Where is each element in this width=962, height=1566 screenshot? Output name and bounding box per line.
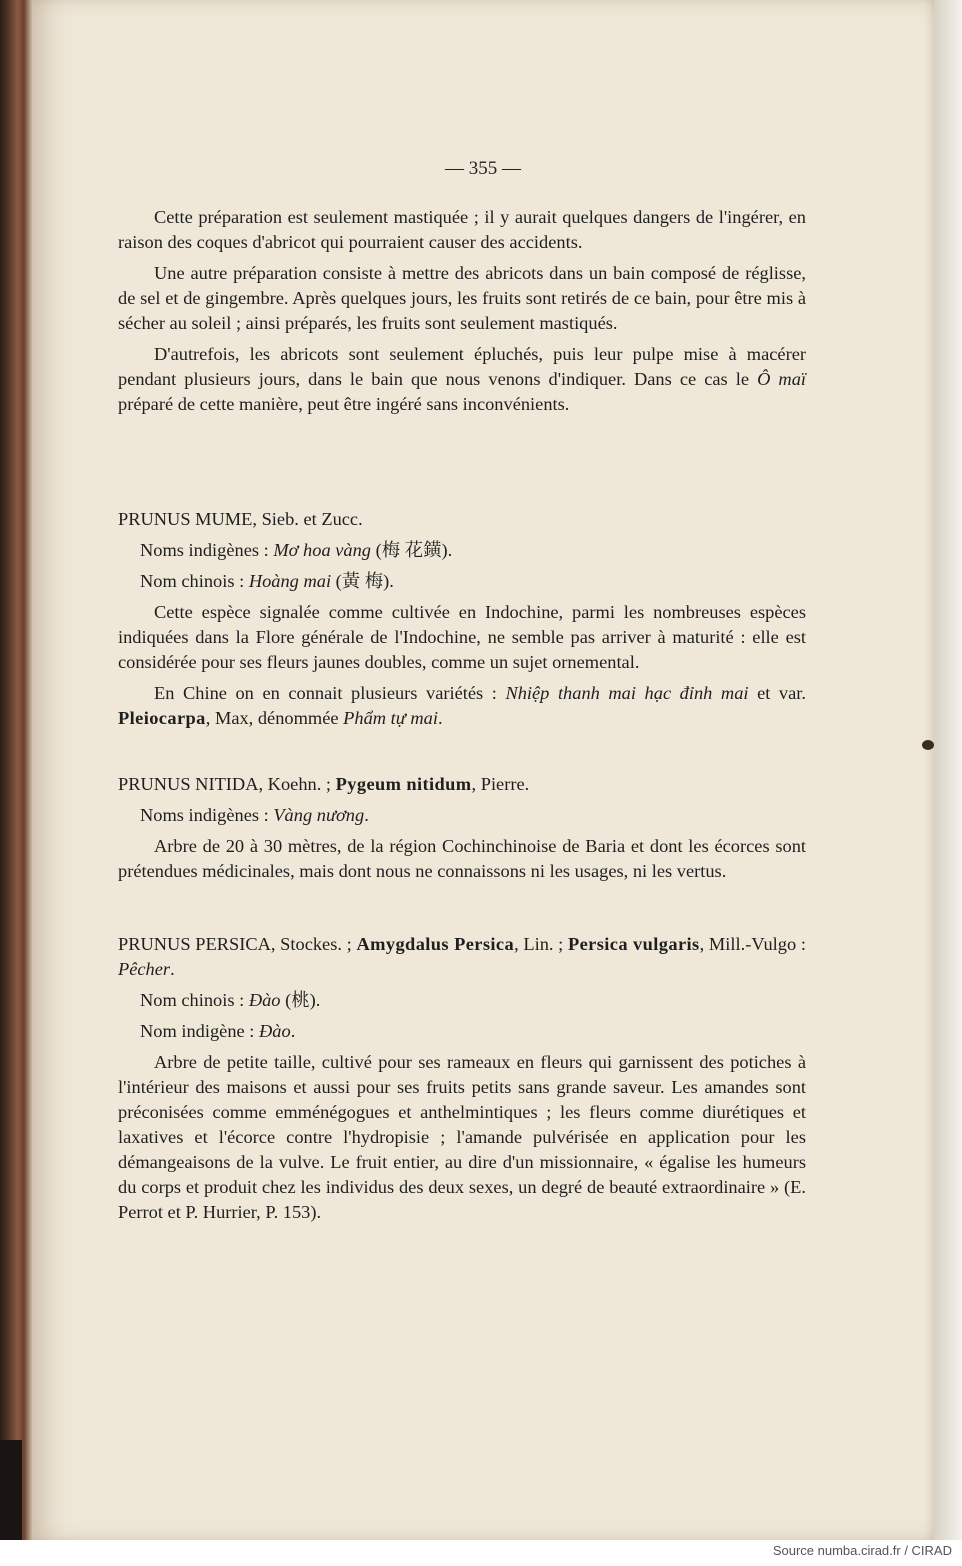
book-binding (0, 0, 32, 1540)
persica-nom-indigene: Nom indigène : Đào. (140, 1021, 296, 1041)
section-prunus-mume (118, 507, 806, 731)
ink-spot (922, 740, 934, 750)
mume-description: Cette espèce signalée comme cultivée en Indochine, parmi les nombreuses espèces indiquées dans la Flore générale de l'Indochine, ne semble pas arriver à maturité : elle est considérée pour ses fleurs jaunes doubles, comme un sujet ornemental. (118, 602, 806, 672)
nitida-noms-indigenes: Noms indigènes : Vàng nương. (140, 805, 369, 825)
source-credit: Source numba.cirad.fr / CIRAD (772, 1543, 952, 1558)
persica-title: PRUNUS PERSICA, Stockes. ; Amygdalus Persica, Lin. ; Persica vulgaris, Mill.-Vulgo : Pêcher. (118, 934, 806, 979)
intro-text (118, 205, 806, 417)
persica-description: Arbre de petite taille, cultivé pour ses rameaux en fleurs qui garnissent des potiches à l'intérieur des maisons et aussi pour ses fruits petits sans grande saveur. Les amandes sont préconisées comme emménégogues et anthelmintiques ; les fleurs comme diurétiques et laxatives et l'écorce contre l'hydropisie ; l'amande pulvérisée en application pour les démangeaisons de la vulve. Le fruit entier, au dire d'un missionnaire, « égalise les humeurs du corps et produit chez les individus des deux sexes, un degré de beauté extraordinaire » (E. Perrot et P. Hurrier, P. 153). (118, 1052, 806, 1222)
page-number: — 355 — (445, 158, 521, 179)
paragraph-3: D'autrefois, les abricots sont seulement épluchés, puis leur pulpe mise à macérer pendant plusieurs jours, dans le bain que nous venons d'indiquer. Dans ce cas le Ô maï préparé de cette manière, peut être ingéré sans inconvénients. (118, 344, 807, 414)
page-edge (934, 0, 962, 1540)
book-page (32, 0, 934, 1540)
mume-varieties: En Chine on en connait plusieurs variétés : Nhiệp thanh mai hạc đỉnh mai et var. Pleiocarpa, Max, dénommée Phẩm tự mai. (118, 683, 806, 728)
persica-nom-chinois: Nom chinois : Đào (桃). (140, 990, 321, 1010)
mume-title: PRUNUS MUME, Sieb. et Zucc. (118, 509, 363, 529)
paragraph-1: Cette préparation est seulement mastiquée ; il y aurait quelques dangers de l'ingérer, en raison des coques d'abricot qui pourraient causer des accidents. (118, 207, 806, 252)
binding-edge (0, 1440, 22, 1540)
section-prunus-persica (118, 932, 806, 1225)
paragraph-2: Une autre préparation consiste à mettre des abricots dans un bain composé de réglisse, de sel et de gingembre. Après quelques jours, les fruits sont retirés de ce bain, pour être mis à sécher au soleil ; ainsi préparés, les fruits sont seulement mastiqués. (118, 263, 806, 333)
mume-nom-chinois: Nom chinois : Hoàng mai (黃 梅). (140, 571, 394, 591)
mume-noms-indigenes: Noms indigènes : Mơ hoa vàng (梅 花鐄). (140, 540, 453, 560)
nitida-description: Arbre de 20 à 30 mètres, de la région Cochinchinoise de Baria et dont les écorces sont prétendues médicinales, mais dont nous ne connaissons ni les usages, ni les vertus. (118, 836, 806, 881)
nitida-title: PRUNUS NITIDA, Koehn. ; Pygeum nitidum, Pierre. (118, 774, 530, 794)
section-prunus-nitida (118, 772, 806, 884)
